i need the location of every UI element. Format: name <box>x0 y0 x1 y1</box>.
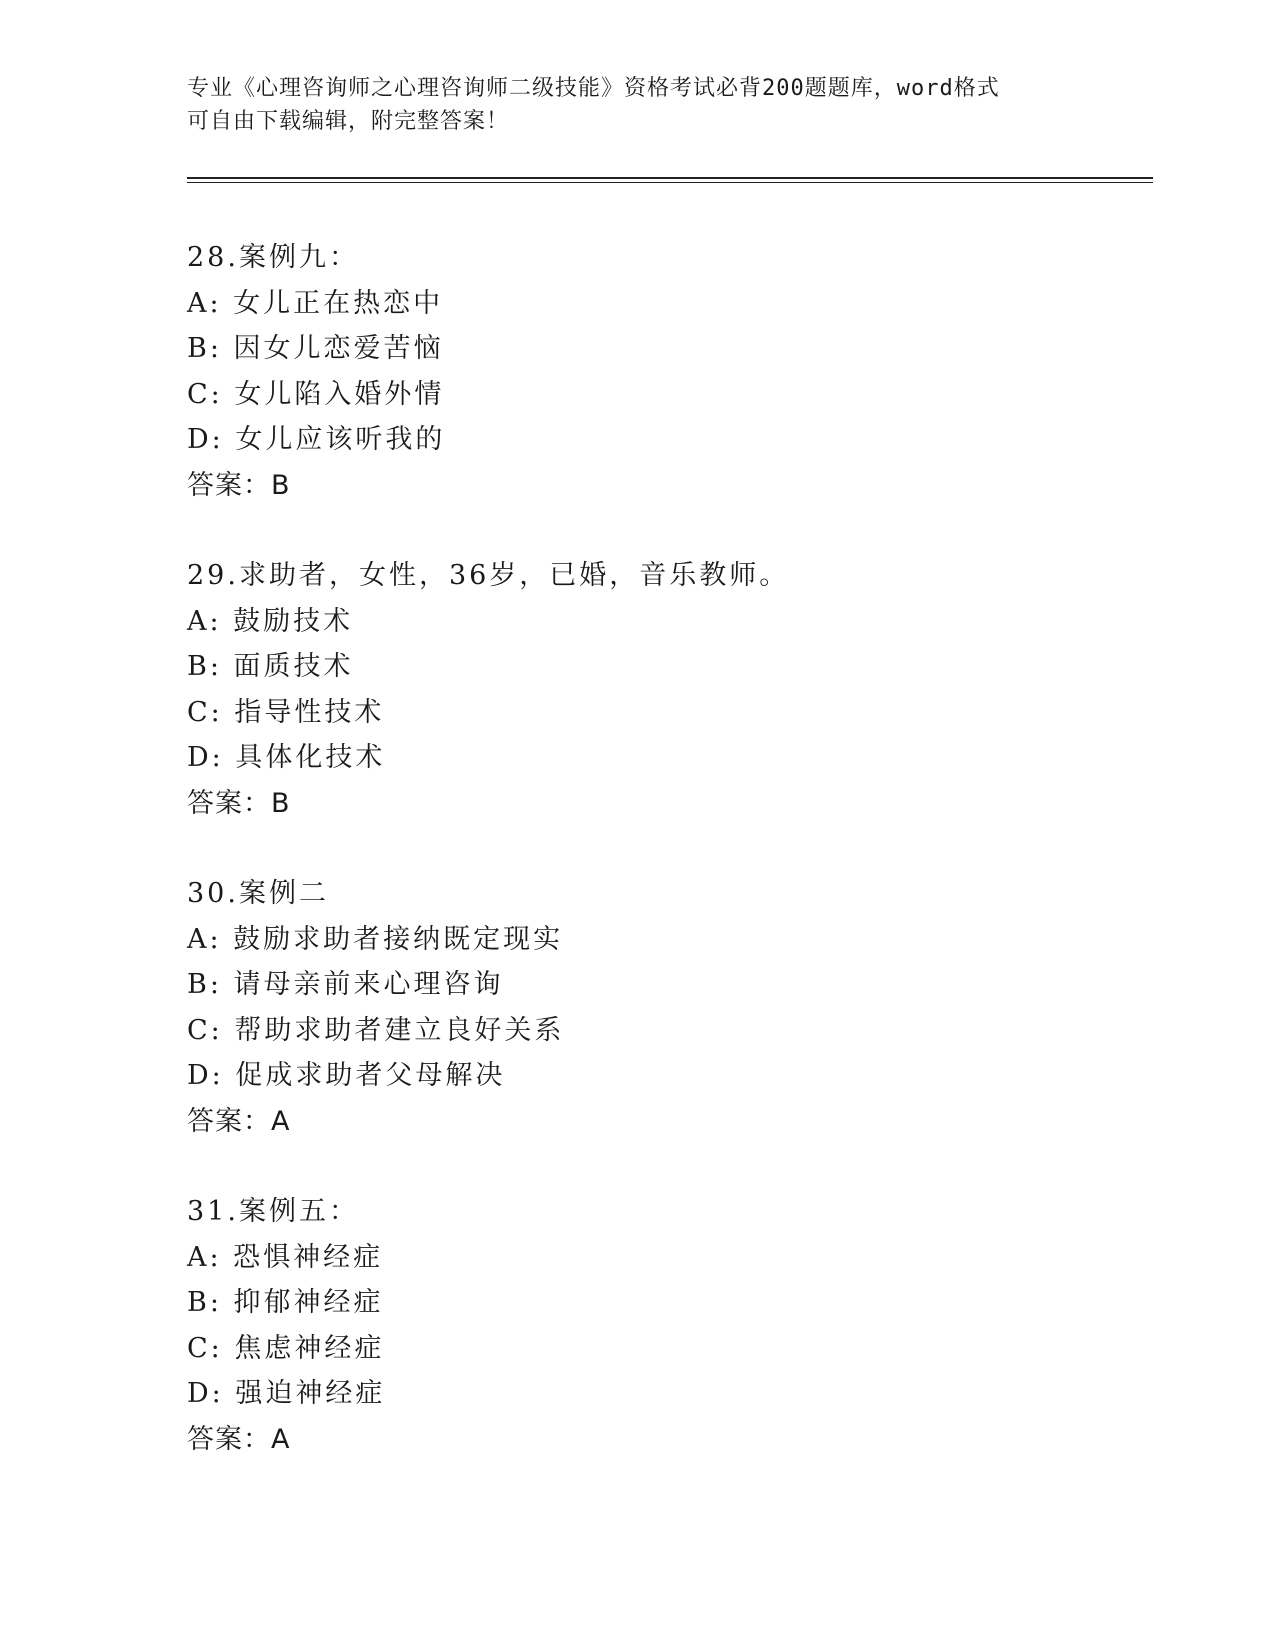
option-b: B: 请母亲前来心理咨询 <box>187 969 504 1000</box>
question-item <box>187 871 1147 1144</box>
option-d: D: 女儿应该听我的 <box>187 424 446 455</box>
option-b: B: 因女儿恋爱苦恼 <box>187 333 444 364</box>
document-header <box>187 72 1087 138</box>
option-d: D: 具体化技术 <box>187 742 386 773</box>
option-c: C: 焦虑神经症 <box>187 1332 385 1364</box>
option-a: A: 恐惧神经症 <box>187 1241 384 1273</box>
question-item <box>187 553 1147 826</box>
option-a: A: 鼓励求助者接纳既定现实 <box>187 923 564 955</box>
answer-line: 答案：B <box>187 787 291 819</box>
question-stem: 31.案例五： <box>187 1196 359 1227</box>
header-divider <box>187 177 1153 183</box>
header-line-1: 专业《心理咨询师之心理咨询师二级技能》资格考试必背200题题库，word格式 <box>187 76 1000 101</box>
option-d: D: 强迫神经症 <box>187 1378 386 1409</box>
answer-line: 答案：A <box>187 1423 291 1455</box>
question-item <box>187 1189 1147 1462</box>
question-stem: 30.案例二 <box>187 878 329 909</box>
option-c: C: 帮助求助者建立良好关系 <box>187 1014 565 1046</box>
header-line-2: 可自由下载编辑，附完整答案！ <box>187 109 510 134</box>
question-stem: 28.案例九： <box>187 242 359 273</box>
option-c: C: 女儿陷入婚外情 <box>187 378 445 410</box>
answer-line: 答案：B <box>187 469 291 501</box>
option-d: D: 促成求助者父母解决 <box>187 1060 506 1091</box>
answer-line: 答案：A <box>187 1105 291 1137</box>
question-stem: 29.求助者，女性，36岁，已婚，音乐教师。 <box>187 560 790 591</box>
option-a: A: 女儿正在热恋中 <box>187 287 444 319</box>
option-c: C: 指导性技术 <box>187 696 385 728</box>
option-b: B: 面质技术 <box>187 651 354 682</box>
option-a: A: 鼓励技术 <box>187 605 354 637</box>
option-b: B: 抑郁神经症 <box>187 1287 384 1318</box>
question-item <box>187 235 1147 508</box>
question-list <box>187 235 1147 1507</box>
